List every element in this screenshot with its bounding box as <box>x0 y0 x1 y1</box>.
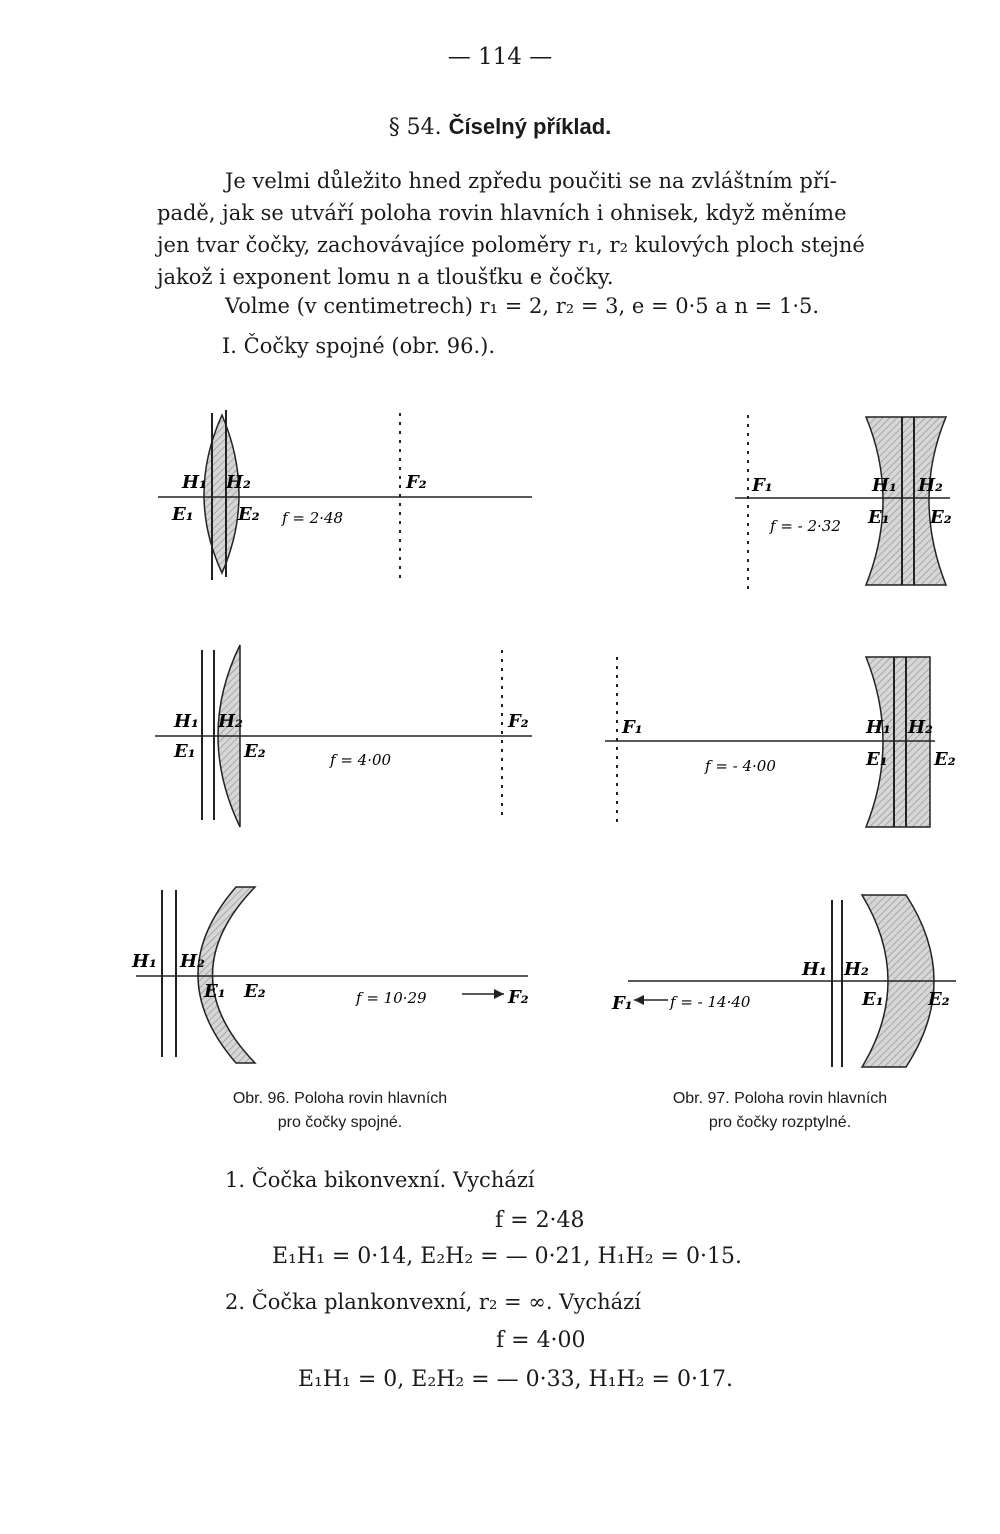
label-e2: E₂ <box>238 504 260 525</box>
paragraph-line: jen tvar čočky, zachovávajíce poloměry r₁, r₂ kulových ploch stejné <box>157 233 865 257</box>
label-h2: H₂ <box>218 711 243 732</box>
label-e1: E₁ <box>204 981 226 1002</box>
label-h2: H₂ <box>226 472 251 493</box>
section-heading <box>0 114 1000 140</box>
label-f1: F₁ <box>622 717 643 738</box>
caption-fig96 <box>180 1087 500 1135</box>
label-f2: F₂ <box>406 472 427 493</box>
label-f-value: f = - 4·00 <box>705 757 776 775</box>
label-h1: H₁ <box>182 472 207 493</box>
label-e2: E₂ <box>244 981 266 1002</box>
section-symbol: § 54. <box>388 115 442 140</box>
label-f1: F₁ <box>612 993 633 1014</box>
subsection-heading: I. Čočky spojné (obr. 96.). <box>222 334 496 358</box>
caption-line: Obr. 97. Poloha rovin hlavních <box>672 1090 888 1107</box>
values-line: Volme (v centimetrech) r₁ = 2, r₂ = 3, e = 0·5 a n = 1·5. <box>225 294 820 318</box>
label-f-value: f = - 2·32 <box>770 517 841 535</box>
label-f-value: f = 4·00 <box>330 751 392 769</box>
item1-f: f = 2·48 <box>495 1208 585 1233</box>
label-h1: H₁ <box>872 475 897 496</box>
label-f1: F₁ <box>752 475 773 496</box>
label-h2: H₂ <box>844 959 869 980</box>
label-f-value: f = - 14·40 <box>670 993 751 1011</box>
label-h2: H₂ <box>180 951 205 972</box>
label-f-value: f = 2·48 <box>282 509 344 527</box>
item2-label: 2. Čočka plankonvexní, r₂ = ∞. Vychází <box>225 1290 641 1314</box>
label-e1: E₁ <box>862 989 884 1010</box>
label-e2: E₂ <box>928 989 950 1010</box>
label-h1: H₁ <box>174 711 199 732</box>
item1-results: E₁H₁ = 0·14, E₂H₂ = — 0·21, H₁H₂ = 0·15. <box>272 1244 742 1269</box>
label-e1: E₁ <box>866 749 888 770</box>
fig97-biconcave <box>735 415 952 590</box>
label-h1: H₁ <box>132 951 157 972</box>
label-h1: H₁ <box>802 959 827 980</box>
fig96-meniscus <box>131 887 529 1063</box>
caption-fig97 <box>615 1087 945 1135</box>
caption-line: pro čočky spojné. <box>277 1114 403 1131</box>
fig96-planoconvex <box>155 645 532 827</box>
label-f-value: f = 10·29 <box>356 989 427 1007</box>
item1-label: 1. Čočka bikonvexní. Vychází <box>225 1168 535 1192</box>
label-h2: H₂ <box>908 717 933 738</box>
label-f2: F₂ <box>508 987 529 1008</box>
label-e2: E₂ <box>244 741 266 762</box>
label-f2: F₂ <box>508 711 529 732</box>
paragraph-intro <box>157 165 947 293</box>
label-e1: E₁ <box>172 504 194 525</box>
item2-f: f = 4·00 <box>496 1328 586 1353</box>
label-h1: H₁ <box>866 717 891 738</box>
label-e2: E₂ <box>930 507 952 528</box>
item2-results: E₁H₁ = 0, E₂H₂ = — 0·33, H₁H₂ = 0·17. <box>298 1367 733 1392</box>
label-e2: E₂ <box>934 749 956 770</box>
fig97-meniscus <box>611 895 956 1067</box>
fig97-planoconcave <box>605 657 956 827</box>
caption-line: pro čočky rozptylné. <box>708 1114 852 1131</box>
page-number: — 114 — <box>447 44 553 70</box>
label-e1: E₁ <box>174 741 196 762</box>
label-e1: E₁ <box>868 507 890 528</box>
section-title: Číselný příklad. <box>448 114 612 139</box>
fig96-biconvex <box>158 410 532 580</box>
caption-line: Obr. 96. Poloha rovin hlavních <box>232 1090 448 1107</box>
paragraph-line: padě, jak se utváří poloha rovin hlavních i ohnisek, když měníme <box>157 201 847 225</box>
lens-figures <box>0 395 1000 1085</box>
label-h2: H₂ <box>918 475 943 496</box>
paragraph-line: Je velmi důležito hned zpředu poučiti se na zvláštním pří- <box>225 169 837 193</box>
paragraph-line: jakož i exponent lomu n a tloušťku e čočky. <box>157 265 614 289</box>
